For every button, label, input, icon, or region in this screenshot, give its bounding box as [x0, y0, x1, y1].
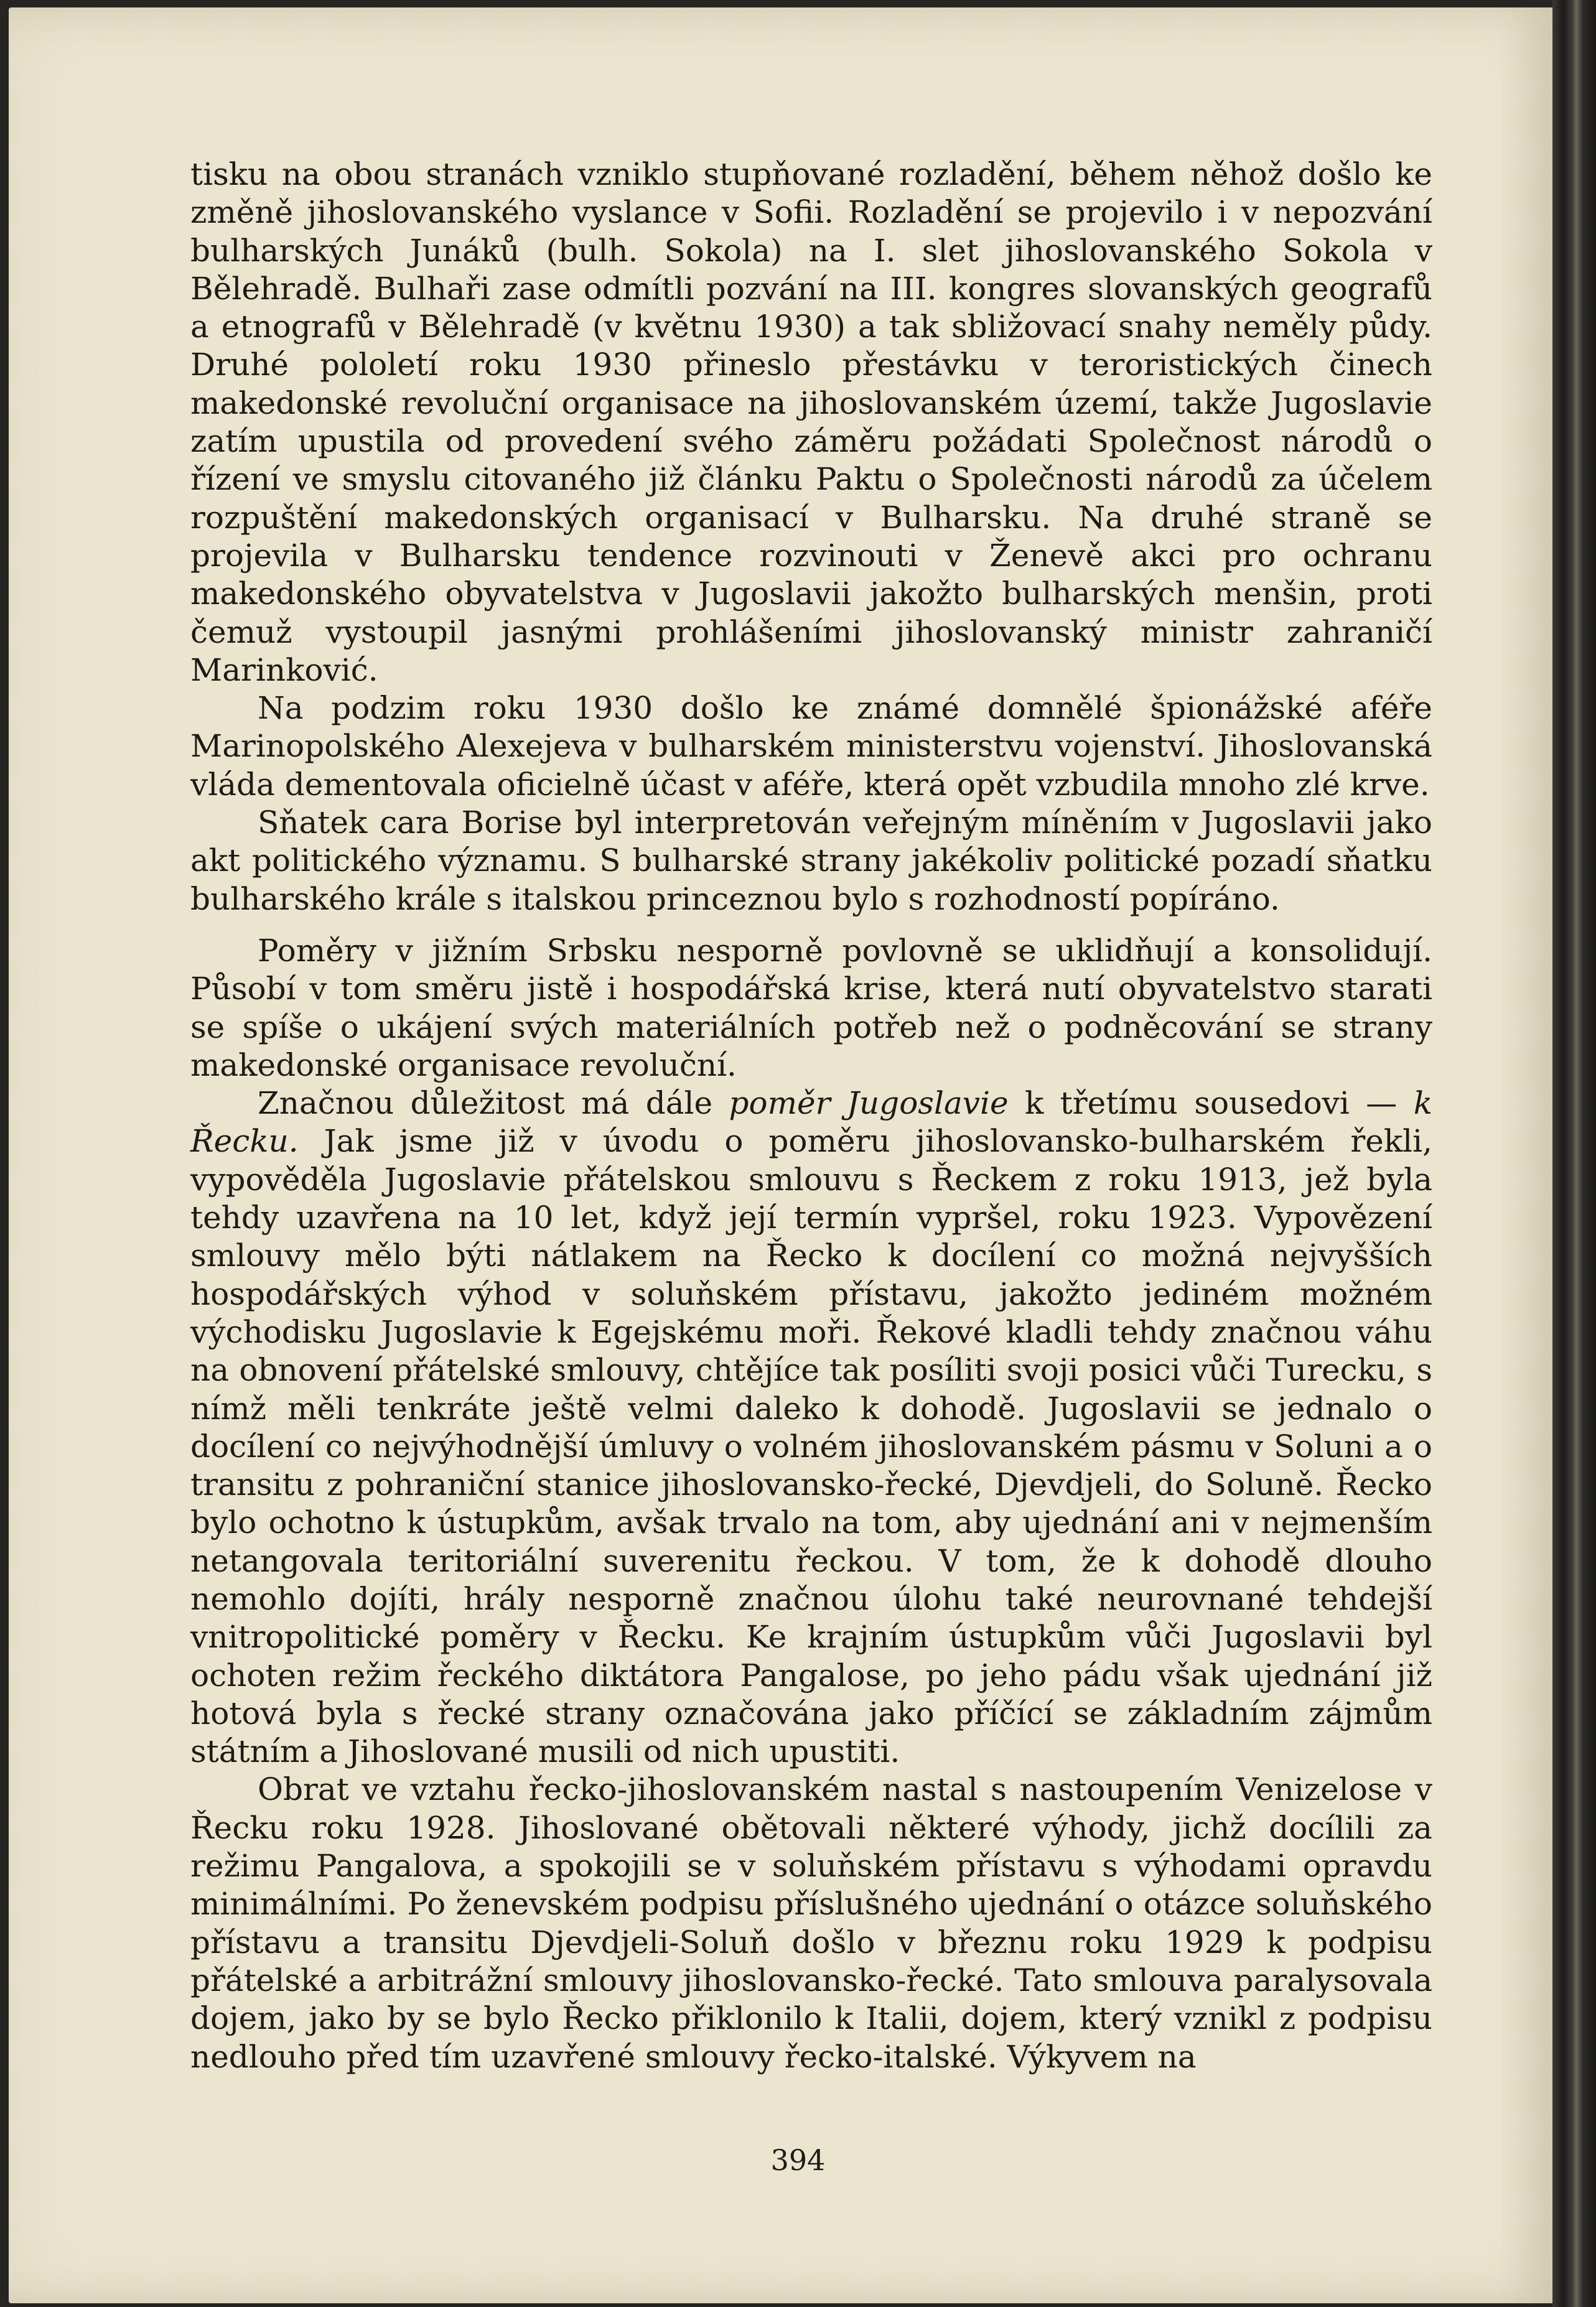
paragraph-5-italic-heading: poměr Jugoslavie [729, 1085, 1009, 1122]
paragraph-5-rest: Jak jsme již v úvodu o poměru jihoslovansko-bulharském řekli, vypověděla Jugoslavie přátelskou smlouvu s Řeckem z roku 1913, jež byla tehdy uzavřena na 10 let, když její termín vypršel, roku 1923. Vypovězení smlouvy mělo býti nátlakem na Řecko k docílení co možná nejvyšších hospodářských výhod v soluňském přístavu, jakožto jediném možném východisku Jugoslavie k Egejskému moři. Řekové kladli tehdy značnou váhu na obnovení přátelské smlouvy, chtějíce tak posíliti svoji posici vůči Turecku, s nímž měli tenkráte ještě velmi daleko k dohodě. Jugoslavii se jednalo o docílení co nejvýhodnější úmluvy o volném jihoslovanském pásmu v Soluni a o transitu z pohraniční stanice jihoslovansko-řecké, Djevdjeli, do Soluně. Řecko bylo ochotno k ústupkům, avšak trvalo na tom, aby ujednání ani v nejmenším netangovala teritoriální suverenitu řeckou. V tom, že k dohodě dlouho nemohlo dojíti, hrály nesporně značnou úlohu také neurovnané tehdejší vnitropolitické poměry v Řecku. Ke krajním ústupkům vůči Jugoslavii byl ochoten režim řeckého diktátora Pangalose, po jeho pádu však ujednání již hotová byla s řecké strany označována jako příčící se základním zájmům státním a Jihoslované musili od nich upustiti. [190, 1123, 1432, 1770]
paragraph-1: tisku na obou stranách vzniklo stupňované rozladění, během něhož došlo ke změně jihoslovanského vyslance v Sofii. Rozladění se projevilo i v nepozvání bulharských Junáků (bulh. Sokola) na I. slet jihoslovanského Sokola v Bělehradě. Bulhaři zase odmítli pozvání na III. kongres slovanských geografů a etnografů v Bělehradě (v květnu 1930) a tak sbližovací snahy neměly půdy. Druhé pololetí roku 1930 přineslo přestávku v teroristických činech makedonské revoluční organisace na jihoslovanském území, takže Jugoslavie zatím upustila od provedení svého záměru požádati Společnost národů o řízení ve smyslu citovaného již článku Paktu o Společnosti národů za účelem rozpuštění makedonských organisací v Bulharsku. Na druhé straně se projevila v Bulharsku tendence rozvinouti v Ženevě akci pro ochranu makedonského obyvatelstva v Jugoslavii jakožto bulharských menšin, proti čemuž vystoupil jasnými prohlášeními jihoslovanský ministr zahraničí Marinković. [190, 156, 1432, 688]
paragraph-2: Na podzim roku 1930 došlo ke známé domnělé špionážské aféře Marinopolského Alexejeva v bulharském ministerstvu vojenství. Jihoslovanská vláda dementovala oficielně účast v aféře, která opět vzbudila mnoho zlé krve. [190, 690, 1432, 803]
paragraph-5-italic-topic: k Řecku. [190, 1085, 1433, 1160]
body-text [190, 156, 1432, 2076]
paragraph-4: Poměry v jižním Srbsku nesporně povlovně se uklidňují a konsolidují. Působí v tom směru jistě i hospodářská krise, která nutí obyvatelstvo starati se spíše o ukájení svých materiálních potřeb než o podněcování se strany makedonské organisace revoluční. [190, 932, 1432, 1083]
paragraph-5-start: Značnou důležitost má dále [258, 1085, 729, 1122]
page-number: 394 [770, 2143, 826, 2177]
paragraph-6: Obrat ve vztahu řecko-jihoslovanském nastal s nastoupením Venizelose v Řecku roku 1928. Jihoslované obětovali některé výhody, jichž docílili za režimu Pangalova, a spokojili se v soluňském přístavu s výhodami opravdu minimálními. Po ženevském podpisu příslušného ujednání o otázce soluňského přístavu a transitu Djevdjeli-Soluň došlo v březnu roku 1929 k podpisu přátelské a arbitrážní smlouvy jihoslovansko-řecké. Tato smlouva paralysovala dojem, jako by se bylo Řecko přiklonilo k Italii, dojem, který vznikl z podpisu nedlouho před tím uzavřené smlouvy řecko-italské. Výkyvem na [190, 1771, 1432, 2075]
book-binding-edge [1552, 0, 1596, 2307]
paragraph-5 [190, 1084, 1432, 1771]
paragraph-3: Sňatek cara Borise byl interpretován veřejným míněním v Jugoslavii jako akt politického významu. S bulharské strany jakékoliv politické pozadí sňatku bulharského krále s italskou princeznou bylo s rozhodností popíráno. [190, 804, 1432, 917]
paragraph-5-middle: k třetímu sousedovi — [1008, 1085, 1414, 1122]
